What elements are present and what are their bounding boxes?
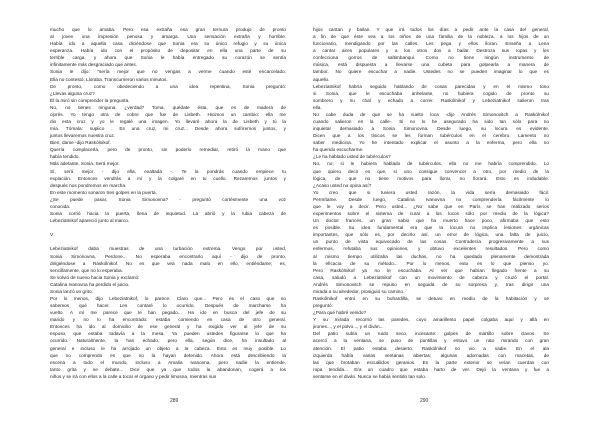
text-line	[50, 238, 286, 245]
text-line: dio esta cruz y yo le regalé una imagen. Yo llevaré ahora la de Lisbeth y tú la	[50, 119, 286, 125]
text-line: Lebeziatnikof habría seguido hablando de cosas parecidas y en el mismo tono	[313, 83, 549, 89]
text-line: que le voy a decir. Pero usted... ¿No sabe que en París se han realizado serios	[313, 203, 549, 209]
text-line: al joven una impresión penosa y amarga. Una sensación extraña y horrible.	[50, 34, 286, 40]
text-line: ¿Para qué habré venido?	[313, 310, 367, 316]
text-line: sencillamente, que no lo esperaba.	[50, 267, 123, 273]
text-line: atención. El patio estaba desierto. Raskólnikof no vio a nadie. En el ala	[313, 345, 549, 351]
text-line: un punto de vista equivocado de las cosas. Contradecía progresivamente a sus	[313, 239, 549, 245]
text-line: ¿Le ha hablado usted de tubérculos?	[313, 154, 391, 160]
text-line: No, no; si le hubiera hablado de tubérculos, ella no me habría comprendido. Lo	[313, 161, 549, 167]
text-line	[50, 224, 286, 231]
text-line: Entonces ha ido al domicilio de ese general y ha exigido ver al jefe de su	[50, 324, 286, 330]
text-line: terrible carga, y ahora que Sonia le había entregado su corazón se sentía	[50, 55, 286, 61]
left-page-text	[50, 26, 286, 406]
right-page-number: 290	[420, 398, 429, 404]
text-line: mucho que lo amaba. Pero esa extraña esa gran ternura produjo de pronto	[50, 27, 286, 32]
text-line: ciprés. Yo tengo otra de cobre que fue de Lisbeth. Hicimos un cambio: ella me	[50, 111, 286, 117]
text-line: si Sonia, que le escuchaba anhelante, no hubiera cogido de pronto su	[313, 90, 549, 96]
text-line: aquello.	[313, 76, 330, 82]
text-line: jirones..., y el polvo..., y el diván...	[313, 324, 384, 330]
text-line: Sonia Simonovna. Perdone... No esperaba encontrarlo aquí - dijo de pronto,	[50, 253, 286, 259]
text-line: sombrero y su chal y echado a correr. Raskólnikof y Lebeziatnikof salieron tras	[313, 97, 549, 103]
text-line: esposo, que estaba todavía a la mesa. Ya pueden ustedes figurarse lo que ha	[50, 331, 286, 337]
text-line: Catalina Ivanovna ha perdido el juicio.	[50, 281, 130, 287]
text-line: mía. Tómala: supiico . Es una cruz, mi cruz... Desde ahora sufriremos juntos, y	[50, 126, 286, 132]
text-line: izquierda había varias ventanas abiertas; algunas adornadas con macetas, de	[313, 352, 549, 358]
text-line: Andrés Simonovitch se repuso en seguida de su sorpresa y, tras dirigir una	[313, 281, 549, 287]
text-line: lógica, de que no tiene motivos para llorar, no llorará. Esto es indudable.	[313, 175, 549, 181]
text-line: Lebeziatnikof apareció junto al marco.	[50, 218, 130, 224]
text-line: Raskólnikof entró en su buhardilla, se detuvo en medio de la habitación y se	[313, 295, 549, 301]
text-line: cuando salieron en la calle-. Si no lo he asegurado ha sido tan sólo para no	[313, 119, 549, 125]
text-line: es posible. Su idea fundamental era que la locura no implica lesiones orgánicas	[313, 225, 549, 231]
text-line: esperanza. Había ido con el propósito de depositar en ella una parte de su	[50, 48, 286, 54]
text-line: Había ido a aquella casa dicièndose que Sonia era su único refugio y su única	[50, 41, 286, 47]
text-line: tambor. No quiere escuchar a nadie. Ustedes no se pueden imaginar lo que es	[313, 69, 549, 75]
text-line: No, no tienes ninguna, ¿verdad? Toma, quédate ésta, que es de madera de	[50, 104, 286, 110]
text-line: ¿Se puede pasar, Sonia Simonovna? - preguntó cortésmente una voz	[50, 196, 286, 202]
text-line: Quería complacerla, pero de pronto, sin poderlo remediar, retiró la mano que	[50, 147, 286, 153]
text-line: ¿Llevas alguna cruz?	[50, 90, 95, 96]
text-line: acercó a la ventana, se puso de puntillas y estuvo un rato mirando con gran	[313, 338, 549, 344]
text-line: al mismo tiempo utilizaba las duchas, no ha quedado plenamente demostrada	[313, 253, 549, 259]
text-line: juntos llevaremos nuestra cruz.	[50, 133, 116, 139]
text-line: a cantar aires populares y a los otros dos a bailar. Destroza sus ropas y les	[313, 48, 549, 54]
text-line: V	[50, 232, 54, 238]
text-line: hijos cantan y bailan. Y que irá todos los días a pedir ante la casa del general,	[313, 27, 549, 32]
text-line: Ella no contestó. Lloraba. Transcurrieron varios minutos.	[50, 76, 168, 82]
text-line: mirada a su alrededor, prosiguió su camino.	[313, 288, 405, 294]
text-line: Permítame. Desde luego, Catalina Ivanovna no comprendería fácilmente lo	[313, 196, 549, 202]
text-line: ella.	[313, 104, 322, 110]
text-line: Más adelante, Sonia. Será mejor.	[50, 161, 120, 167]
text-line: infinitamente más desgraciado que antes.	[50, 62, 138, 68]
text-line: escena a todo el mundo, incluso a Amalia Ivanovna, pero nadie la entiende,	[50, 359, 286, 365]
text-line: experimentos sobre el sistema de curar a los locos sólo por medio de la lógica?	[313, 211, 549, 217]
text-line: ropa tendida... Era un cuadro que estaba harto de ver. Dejó la ventana y fue a	[313, 366, 549, 372]
text-line: Dicen que a los tísicos se les forman tubérculos en el cerebro. Lamento no	[313, 133, 549, 139]
text-line: Del patio subía un ruido seco, incesante: golpes de martillo sobre clavos. Se	[313, 331, 549, 337]
text-line: Lebeziatnikof daba muestras de una turbación extrema. Vengo por usted,	[50, 246, 286, 252]
text-line: ha querido escucharme.	[313, 147, 364, 153]
text-line: que quiero decir es que, si uno consigue convencer a otro, por medio de la	[313, 168, 549, 174]
text-line: importantes, que sólo es, por decirlo así, un error de lógica, una falta de juicio,	[313, 232, 549, 238]
text-line: Yo creo que si tuviera usted razón, la vida sería demasiado fácil.	[313, 189, 549, 195]
text-line: después nos pondremos en marcha.	[50, 182, 127, 188]
text-line: ¿Acaso usted no opina así?	[313, 182, 372, 188]
text-line: Un doctor francés, un gran sabio que ha muerto hace poco, afirmaba que esto	[313, 218, 549, 224]
text-line: Sí, será mejor - dijo ella, exaltada -. Te la pondrás cuando empiece tu	[50, 168, 286, 174]
text-line: sentarse en el diván. Nunca se había sentido tan solo.	[313, 373, 427, 379]
text-line: funcionario, mendigando por las calles. Les pega y ellos lloran. Enseña a Lena	[313, 41, 549, 47]
text-line: dirigiéndose a Raskólnikof. No es que vea nada malo en ello, entiéndame; es,	[50, 260, 286, 266]
text-line: enfermos, refutaba sus opiniones, y obtuvo excelentes resultados. Pero como	[313, 246, 549, 252]
text-line: Y su mirada recorrió las paredes, cuyo amarillento papel colgaba aquí y allá en	[313, 317, 549, 323]
text-line: ocurrido. Naturalmente, la han echado, pero ella, según dice, ha insultado al	[50, 338, 286, 344]
text-line: vuelto. A mí me parece que le han pegado... Ha ido en busca del jefe de su	[50, 310, 286, 316]
text-line: Sonia le dijo: “sería mejor que no vengas a verme cuando esté encarcelado.	[50, 69, 286, 75]
text-line: No cabe duda de que se ha vuelto loca -dijo Andrés Simonovitch a Raskólnikof	[313, 111, 549, 117]
text-line: Sonia corrió hacia la puerta, llena de inquietud. La abrió y la rubia cabeza de	[50, 211, 286, 217]
text-line: Pero Raskólnikof ya no le escuchaba. Al ver que habían llegado frente a su	[313, 267, 549, 273]
text-line: tanto grita y se debate... Dice que ya que todos la abandonan, cogerá a los	[50, 366, 286, 372]
text-line: Sonia lanzó un grito.	[50, 288, 93, 294]
text-line: inquietar demasiado a Sonia Simonovna. Desde luego, su locura es evidente.	[313, 126, 549, 132]
text-line: casa, saludó a Lebeziatnikof con un movimiento de cabeza y cruzó el portal.	[313, 274, 549, 280]
text-line: confecciona gorros de saltimbanqui. Como no tiene ningún instrumento de	[313, 55, 549, 61]
text-line: que no comprendo es que no la hayan detenido. Ahora está describiendo la	[50, 352, 286, 358]
text-line: a fin de que éste vea a los niños de una familia de la nobleza, a los hijos de un	[313, 34, 549, 40]
text-line: Él la miró sin comprender la pregunta.	[50, 97, 130, 103]
text-line: Se volvió de nuevo hacia Sonia y exclamó:	[50, 274, 140, 280]
text-line: marido y no lo ha encontrado: estaba comiendo en casa de otro general.	[50, 317, 286, 323]
text-line: Por lo menos, dijo Lebeziatnikof, lo parece. Claro que... Pero es el caso que no	[50, 295, 286, 301]
text-line: De pronto, como obedeciendo a una idea repentina, Sonia preguntó:	[50, 83, 286, 89]
text-line: sabemos qué hacer. Les contaré lo ocurrido. Después de marcharse ha	[50, 303, 286, 309]
text-line: general e incluso le ha arrojado un objeto a la cabeza. Esto es muy posible. Lo	[50, 345, 286, 351]
text-line: las que brotaban escuálidos geranios. En la parte exterior se veían cuerdas con	[313, 359, 549, 365]
text-line: había tendido.	[50, 154, 80, 160]
right-page-text	[313, 26, 549, 406]
text-line: Bien, dame -dijo Raskólnikof.	[50, 140, 111, 146]
text-line: conocida.	[50, 203, 71, 209]
text-line: música, está dispuesta a llevarse una cubeta para golpearla a manera de	[313, 62, 549, 68]
left-page-number: 289	[170, 398, 179, 404]
text-line: expiación. Entonces vendrás a mí y la colgaré en tu cuello. Rezaremos juntos y	[50, 175, 286, 181]
text-line: la eficacia de su método... Por lo menos, esto es lo que pienso yo.	[313, 260, 549, 266]
text-line: preguntó:	[313, 303, 333, 309]
text-line: niños y se irá con ellos a la calle a tocar el órgano y pedir limosna, mientras sus	[50, 373, 217, 379]
text-line: En este momento sonaron tres golpes en la puerta.	[50, 189, 157, 195]
text-line: saber medicina. Yo he intentado explicar el asunto a la enferma, pero ella no	[313, 140, 549, 146]
